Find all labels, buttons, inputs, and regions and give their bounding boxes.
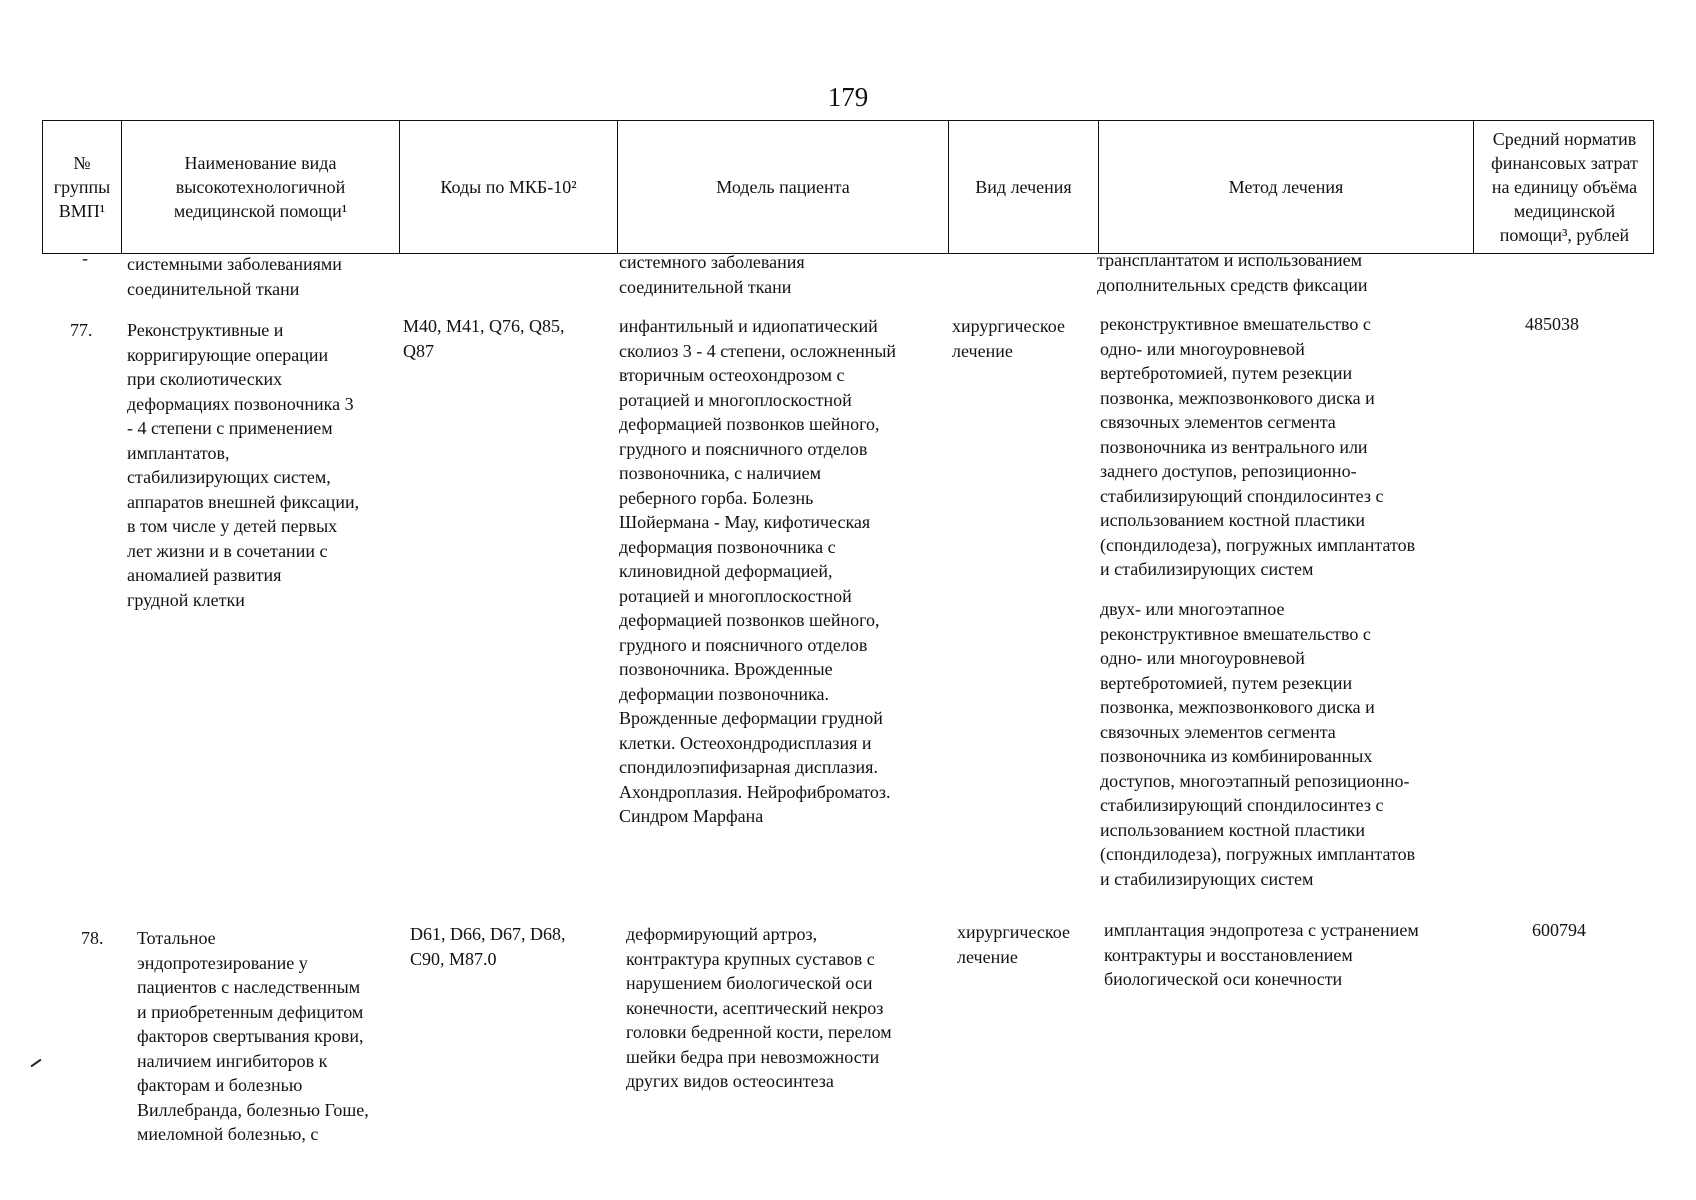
row-77-codes: M40, M41, Q76, Q85, Q87 — [403, 316, 565, 361]
continuation-name: системными заболеваниями соединительной ткани — [127, 254, 342, 299]
header-icd-codes: Коды по МКБ-10² — [400, 121, 618, 253]
row-77-method-1: реконструктивное вмешательство с одно- или многоуровневой вертебротомией, путем резекции позвонка, межпозвонкового диска и связочных элементов сегмента позвоночника из вентрального или заднего доступов, репозиционно- стабилизирующий спондилосинтез с использованием костной пластики (спондилодеза), погружных имплантатов и стабилизирующих систем — [1100, 314, 1416, 579]
row-78-treatment: хирургическое лечение — [957, 922, 1070, 967]
row-77-treatment: хирургическое лечение — [952, 316, 1065, 361]
row-77-name: Реконструктивные и корригирующие операции при сколиотических деформациях позвоночника 3 - 4 степени с применением имплантатов, стабилизирующих систем, аппаратов внешней фиксации, в том числе у детей первых лет жизни и в сочетании с аномалией развития грудной клетки — [127, 320, 360, 610]
continuation-model: системного заболевания соединительной ткани — [619, 252, 805, 297]
continuation-method: трансплантатом и использованием дополнительных средств фиксации — [1097, 250, 1368, 295]
row-77-cost: 485038 — [1525, 314, 1579, 334]
header-treatment-method: Метод лечения — [1099, 121, 1474, 253]
row-78-codes: D61, D66, D67, D68, C90, M87.0 — [410, 924, 566, 969]
row-77-method-2: двух- или многоэтапное реконструктивное вмешательство с одно- или многоуровневой вертебротомией, путем резекции позвонка, межпозвонкового диска и связочных элементов сегмента позвоночника из комбинированных доступов, многоэтапный репозиционно- стабилизирующий спондилосинтез с использованием костной пластики (спондилодеза), погружных имплантатов и стабилизирующих систем — [1100, 599, 1416, 889]
header-care-type: Наименование вида высокотехнологичной медицинской помощи¹ — [122, 121, 400, 253]
row-77-model: инфантильный и идиопатический сколиоз 3 - 4 степени, осложненный вторичным остеохондрозом с ротацией и многоплоскостной деформацией позвонков шейного, грудного и поясничного отделов позвоночника, с наличием реберного горба. Болезнь Шойермана - Мау, кифотическая деформация позвоночника с клиновидной деформацией, ротацией и многоплоскостной деформацией позвонков шейного, грудного и поясничного отделов позвоночника. Врожденные деформации позвоночника. Врожденные деформации грудной клетки. Остеохондродисплазия и спондилоэпифизарная дисплазия. Ахондроплазия. Нейрофиброматоз. Синдром Марфана — [619, 316, 897, 826]
pencil-mark — [31, 1059, 42, 1068]
row-78-method-1: имплантация эндопротеза с устранением контрактуры и восстановлением биологической оси конечности — [1104, 920, 1419, 989]
row-78-cost: 600794 — [1532, 920, 1586, 940]
header-cost: Средний норматив финансовых затрат на единицу объёма медицинской помощи³, рублей — [1491, 129, 1638, 245]
header-treatment-type: Вид лечения — [949, 121, 1099, 253]
row-78-name: Тотальное эндопротезирование у пациентов с наследственным и приобретенным дефицитом факторов свертывания крови, наличием ингибиторов к факторам и болезнью Виллебранда, болезнью Гоше, миеломной болезнью, с — [137, 928, 369, 1144]
row-78-number: 78. — [81, 928, 104, 948]
table-header — [42, 120, 1654, 254]
row-78-model: деформирующий артроз, контрактура крупных суставов с нарушением биологической оси конечности, асептический некроз головки бедренной кости, перелом шейки бедра при невозможности других видов остеосинтеза — [626, 924, 892, 1091]
continuation-marker: - — [82, 248, 88, 268]
page-number: 179 — [827, 82, 869, 112]
header-group-number: № группы ВМП¹ — [43, 121, 122, 253]
header-patient-model: Модель пациента — [618, 121, 949, 253]
row-77-number: 77. — [70, 320, 93, 340]
